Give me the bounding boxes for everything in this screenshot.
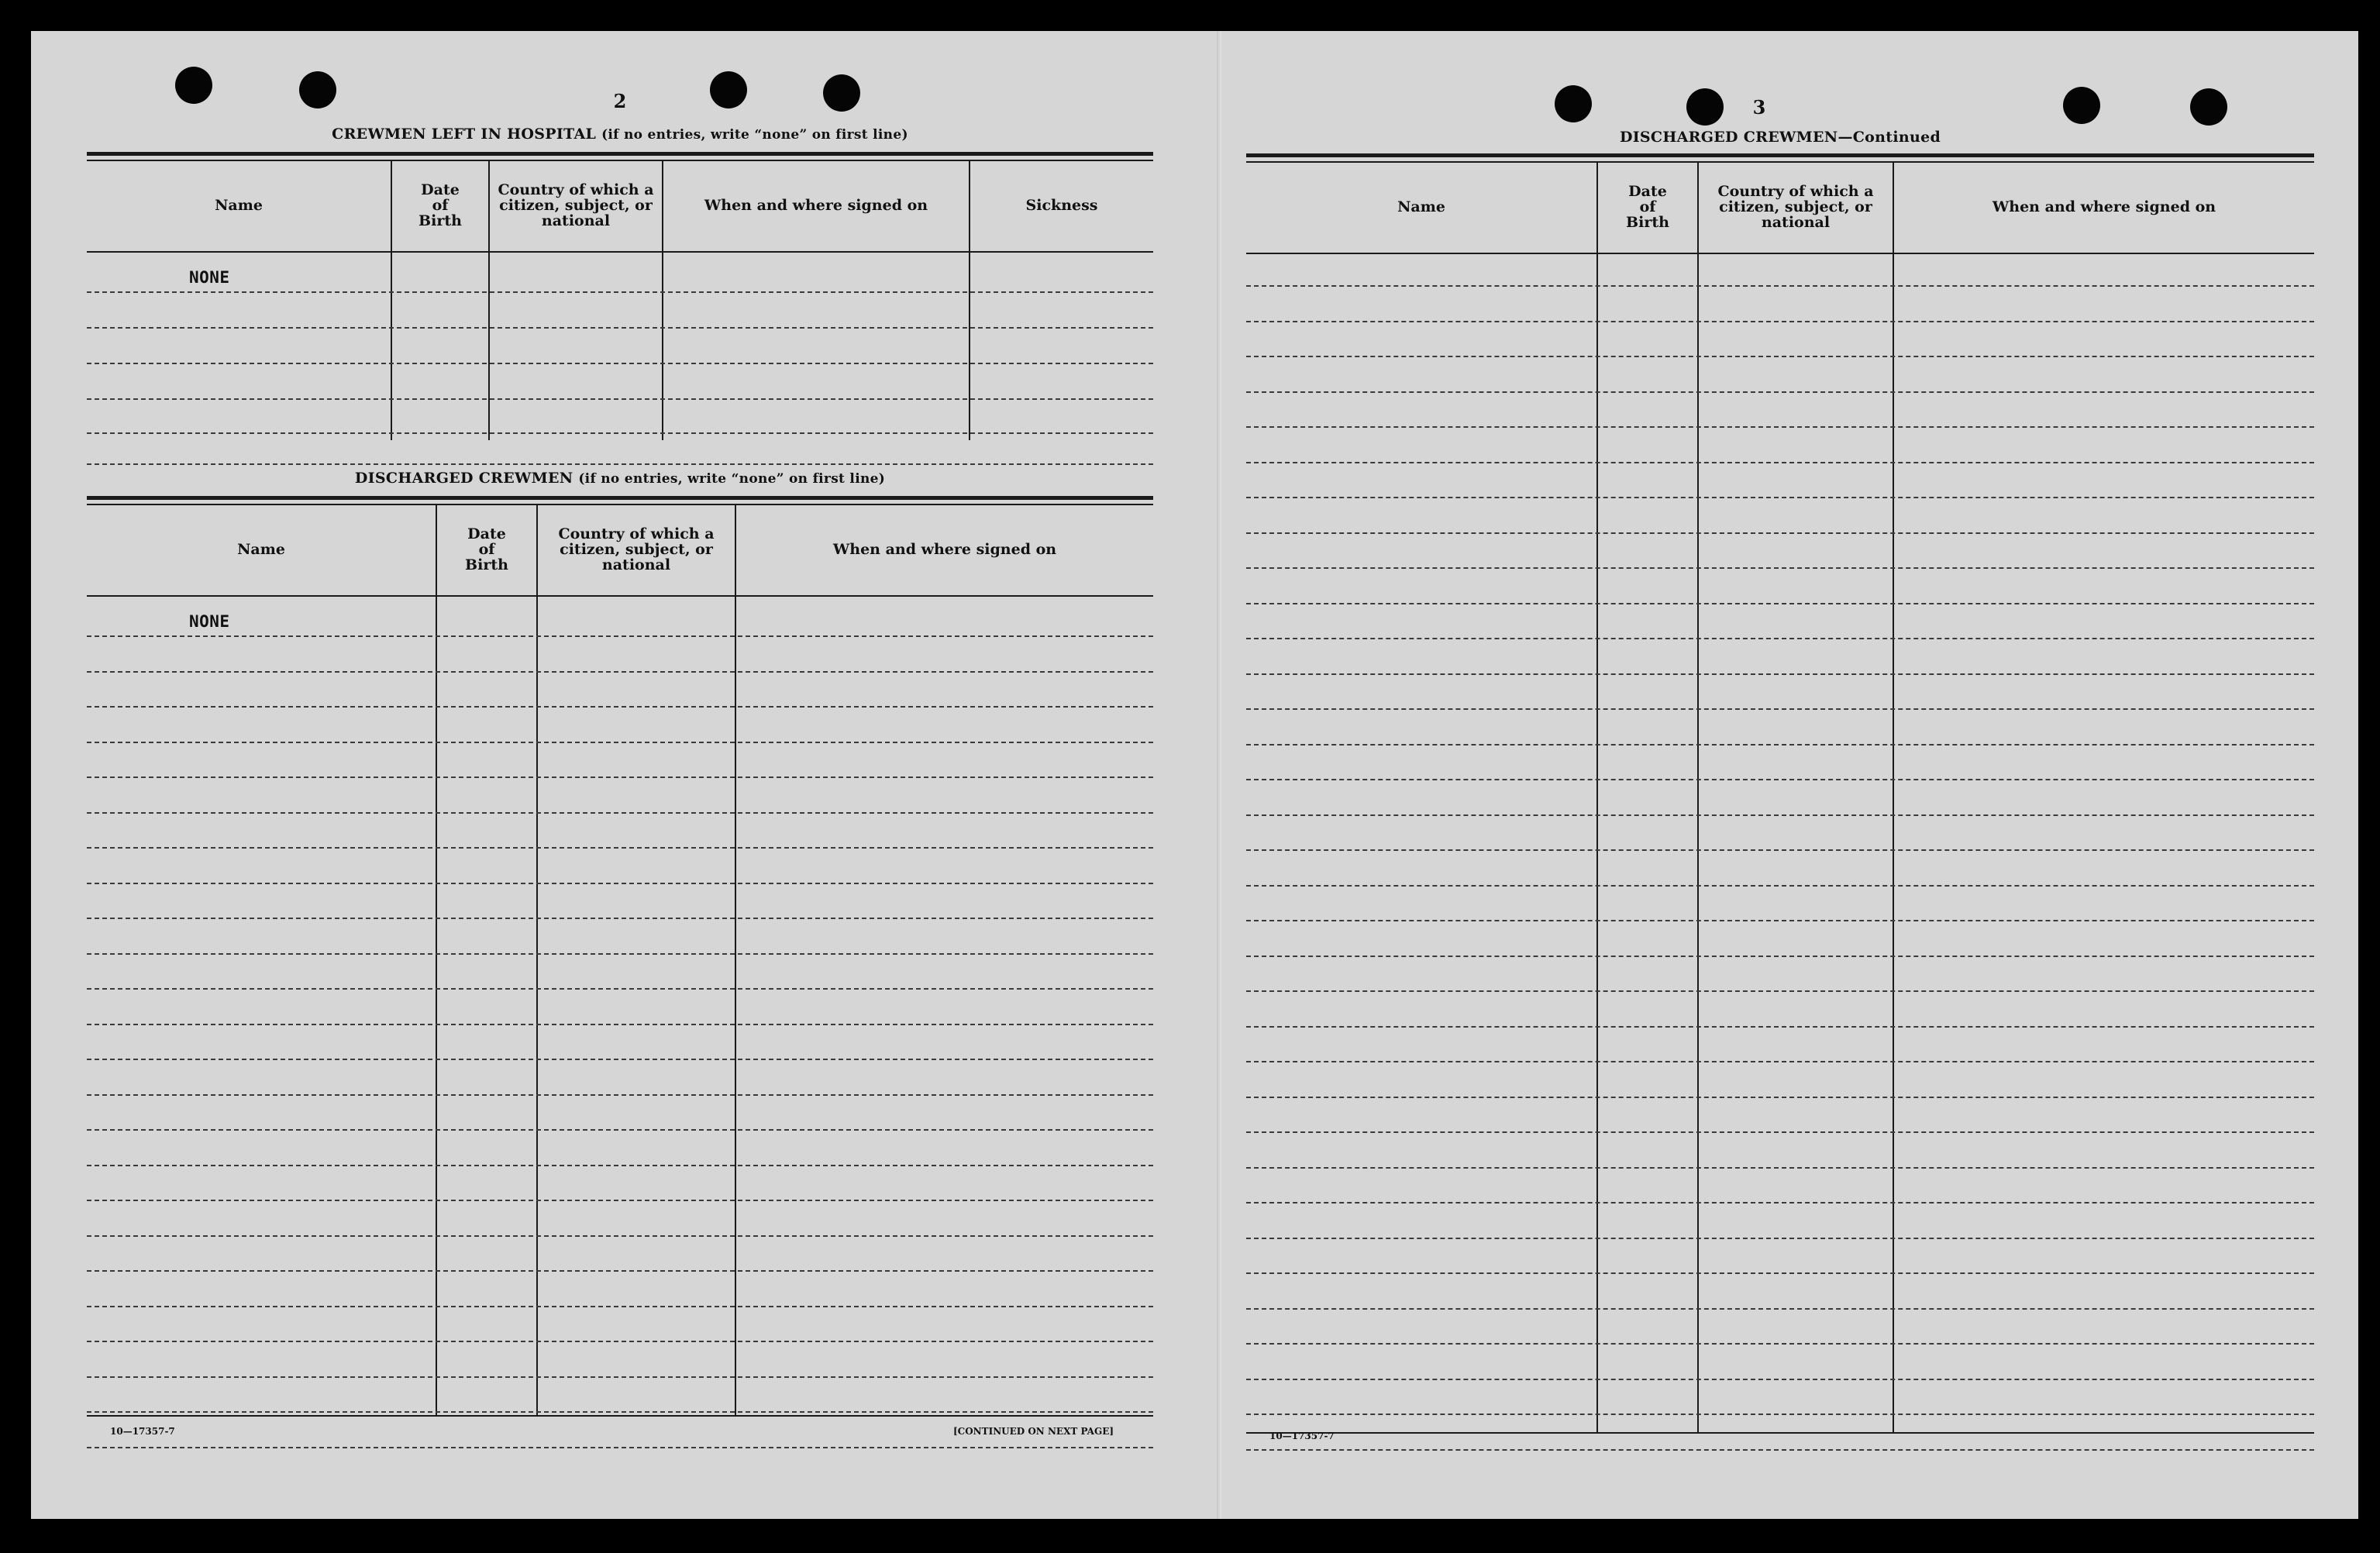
dob-line-2: of: [432, 197, 449, 214]
row-rule: [1246, 532, 2314, 534]
header-bottom-rule: [87, 251, 1153, 253]
dob-line-2: of: [478, 541, 495, 558]
row-rule: [87, 1094, 1153, 1096]
continued-note: [CONTINUED ON NEXT PAGE]: [953, 1426, 1114, 1437]
row-rule: [87, 432, 1153, 434]
column-header-dob: [1598, 163, 1697, 251]
left-page: [87, 31, 1153, 1519]
row-rule: [1246, 779, 2314, 780]
row-rule: [1246, 1202, 2314, 1203]
column-divider: [436, 504, 437, 1415]
row-rule: [87, 1024, 1153, 1025]
country-line-1: Country of which a: [1717, 183, 1874, 200]
row-rule: [87, 291, 1153, 293]
row-rule: [1246, 391, 2314, 393]
row-rule: [1246, 1414, 2314, 1415]
row-rule: [1246, 1131, 2314, 1133]
row-rule: [87, 363, 1153, 364]
column-divider: [1596, 161, 1598, 1432]
header-bottom-rule: [1246, 253, 2314, 254]
row-rule: [1246, 1167, 2314, 1169]
row-rule: [1246, 885, 2314, 887]
row-rule: [87, 327, 1153, 329]
row-rule: [1246, 814, 2314, 816]
row-rule: [87, 671, 1153, 673]
column-header-signed-on: When and where signed on: [704, 197, 928, 214]
dob-line-3: Birth: [465, 556, 508, 573]
row-rule: [87, 1411, 1153, 1413]
form-number: 10—17357-7: [1269, 1431, 1335, 1441]
row-rule: [1246, 1097, 2314, 1098]
first-entry: NONE: [189, 268, 230, 287]
row-rule: [1246, 1026, 2314, 1028]
section-title-text: CREWMEN LEFT IN HOSPITAL: [332, 126, 597, 143]
section-title-note: (if no entries, write “none” on first line): [578, 471, 886, 487]
column-divider: [536, 504, 538, 1415]
hospital-section-title: [87, 126, 1153, 143]
country-line-2: citizen, subject, or: [560, 541, 713, 558]
table-top-rule: [1246, 153, 2314, 157]
row-rule: [87, 398, 1153, 400]
row-rule: [1246, 1449, 2314, 1451]
row-rule: [87, 1341, 1153, 1342]
row-rule: [1246, 1061, 2314, 1062]
country-line-1: Country of which a: [498, 181, 654, 198]
row-rule: [87, 635, 1153, 637]
row-rule: [87, 847, 1153, 849]
column-divider: [1893, 161, 1894, 1432]
country-line-2: citizen, subject, or: [1719, 198, 1872, 215]
row-rule: [87, 1270, 1153, 1272]
country-line-3: national: [541, 212, 611, 229]
row-rule: [87, 953, 1153, 955]
row-rule: [87, 988, 1153, 990]
column-header-dob: [437, 505, 536, 594]
row-rule: [1246, 1238, 2314, 1239]
row-rule: [87, 883, 1153, 884]
table-bottom-rule: [87, 1415, 1153, 1417]
row-rule: [1246, 744, 2314, 746]
dob-line-2: of: [1639, 198, 1656, 215]
row-rule: [1246, 956, 2314, 957]
row-rule: [87, 1059, 1153, 1060]
row-rule: [1246, 1308, 2314, 1310]
country-line-3: national: [1761, 214, 1831, 231]
country-line-2: citizen, subject, or: [499, 197, 653, 214]
row-rule: [87, 1447, 1153, 1448]
row-rule: [1246, 1272, 2314, 1274]
discharged-table: [87, 496, 1153, 1457]
row-rule: [87, 918, 1153, 919]
right-page: [1246, 31, 2314, 1519]
row-rule: [87, 1306, 1153, 1307]
row-rule: [1246, 708, 2314, 710]
discharged-continued-table: [1246, 153, 2314, 1471]
column-header-name: Name: [1397, 198, 1445, 215]
row-rule: [87, 1235, 1153, 1237]
document-sheet: [31, 31, 2358, 1519]
center-fold: [1217, 31, 1221, 1519]
country-line-1: Country of which a: [558, 525, 715, 542]
row-rule: [87, 1376, 1153, 1378]
row-rule: [87, 1165, 1153, 1166]
column-header-country: [490, 161, 662, 250]
column-header-signed-on: When and where signed on: [832, 541, 1057, 558]
row-rule: [1246, 1343, 2314, 1345]
form-number: 10—17357-7: [110, 1426, 175, 1437]
dob-line-3: Birth: [1626, 214, 1669, 231]
row-rule: [1246, 285, 2314, 287]
hospital-table: [87, 152, 1153, 477]
header-bottom-rule: [87, 595, 1153, 597]
row-rule: [1246, 1379, 2314, 1380]
row-rule: [87, 776, 1153, 778]
row-rule: [1246, 426, 2314, 428]
row-rule: [1246, 990, 2314, 992]
row-rule: [87, 812, 1153, 814]
row-rule: [1246, 603, 2314, 604]
row-rule: [87, 1129, 1153, 1131]
row-rule: [1246, 849, 2314, 851]
section-title-note: (if no entries, write “none” on first line): [601, 127, 908, 143]
row-rule: [1246, 462, 2314, 463]
row-rule: [87, 463, 1153, 465]
row-rule: [1246, 497, 2314, 498]
page-number: 2: [613, 90, 627, 112]
column-header-name: Name: [215, 197, 263, 214]
row-rule: [1246, 920, 2314, 921]
row-rule: [1246, 356, 2314, 357]
row-rule: [87, 742, 1153, 743]
column-header-country: [538, 505, 735, 594]
first-entry: NONE: [189, 612, 230, 631]
table-top-rule: [87, 496, 1153, 500]
row-rule: [1246, 321, 2314, 322]
column-divider: [1697, 161, 1699, 1432]
table-top-rule: [87, 152, 1153, 156]
dob-line-1: Date: [421, 181, 460, 198]
dob-line-3: Birth: [418, 212, 462, 229]
section-title-text: DISCHARGED CREWMEN: [354, 470, 573, 487]
page-number: 3: [1752, 96, 1766, 119]
row-rule: [1246, 567, 2314, 569]
row-rule: [1246, 638, 2314, 639]
column-header-sickness: Sickness: [1025, 197, 1098, 214]
row-rule: [1246, 673, 2314, 675]
country-line-3: national: [601, 556, 671, 573]
row-rule: [87, 1200, 1153, 1201]
row-rule: [87, 706, 1153, 708]
column-header-name: Name: [237, 541, 285, 558]
discharged-section-title: [87, 470, 1153, 487]
column-divider: [735, 504, 736, 1415]
table-bottom-rule: [1246, 1432, 2314, 1434]
dob-line-1: Date: [1628, 183, 1667, 200]
discharged-continued-title: DISCHARGED CREWMEN—Continued: [1619, 129, 1941, 146]
column-header-dob: [392, 161, 488, 250]
dob-line-1: Date: [467, 525, 506, 542]
column-header-signed-on: When and where signed on: [1992, 198, 2216, 215]
column-header-country: [1699, 163, 1893, 251]
